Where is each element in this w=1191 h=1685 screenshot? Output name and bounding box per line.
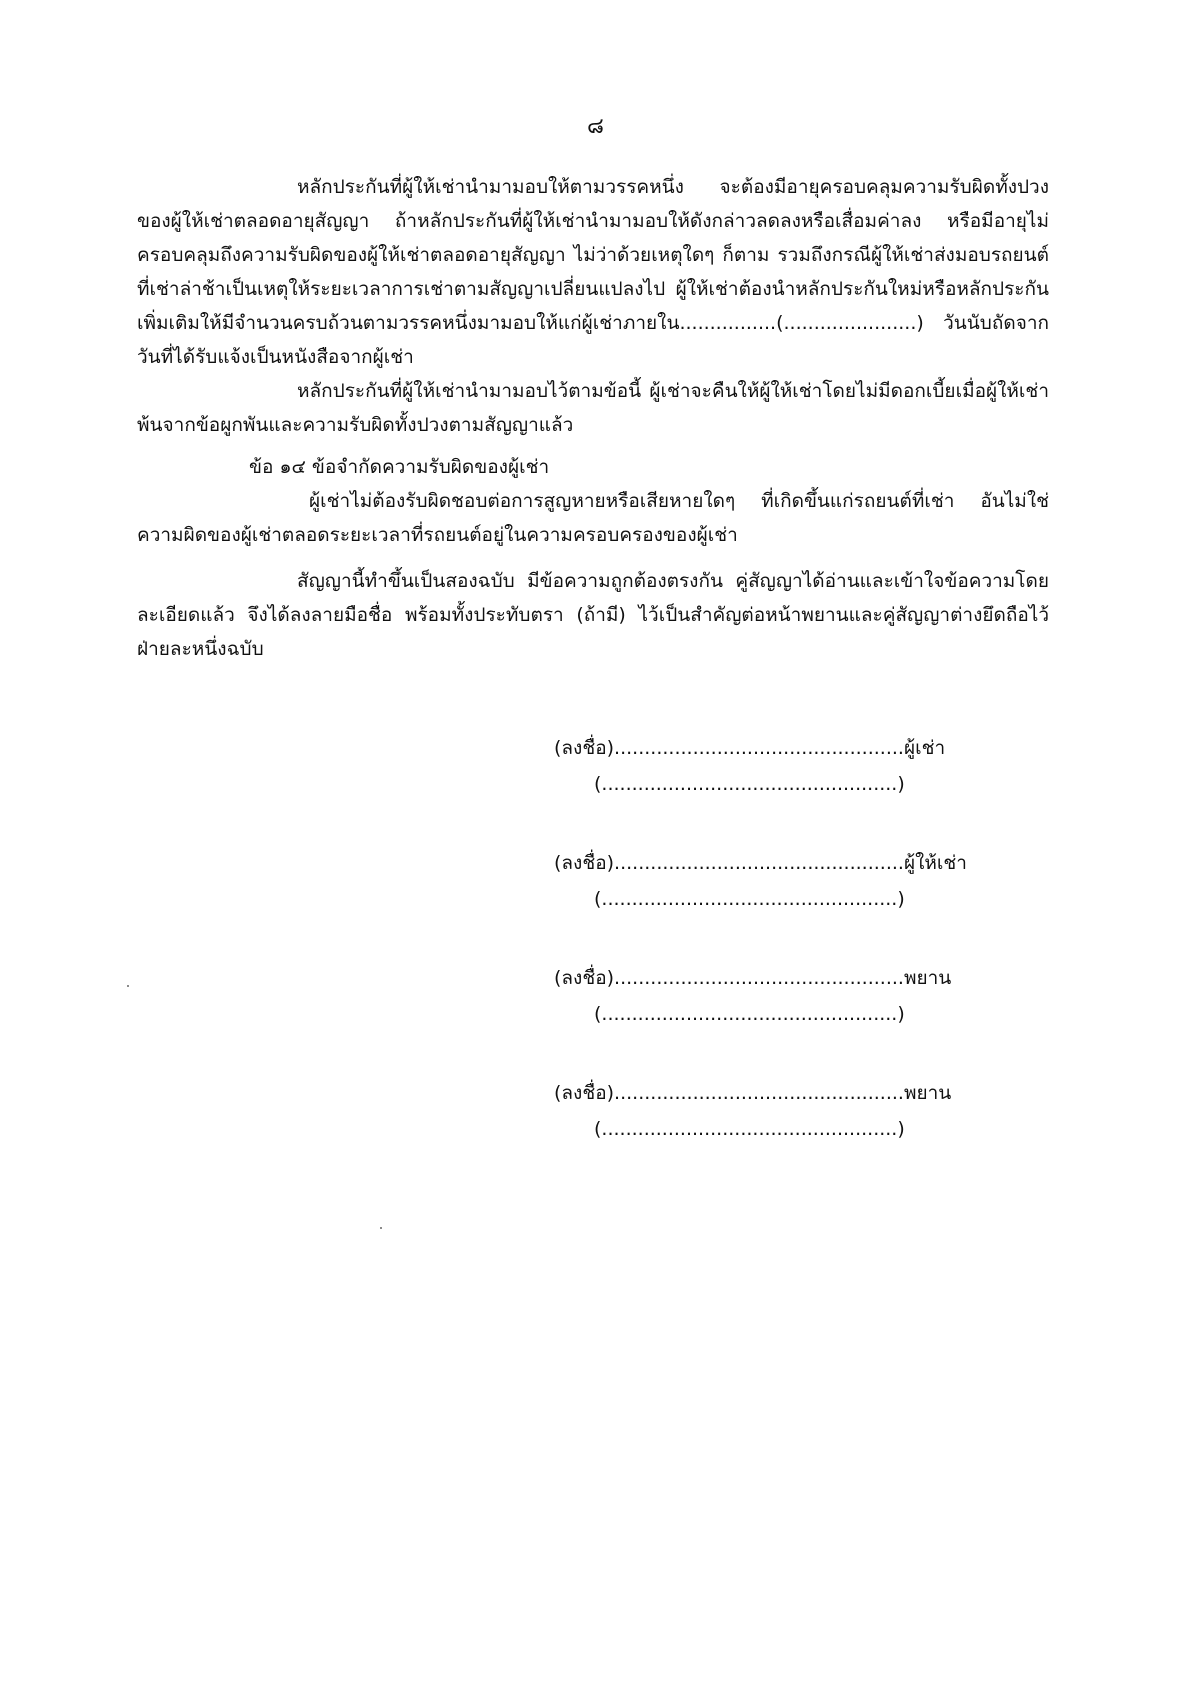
signature-line: (ลงชื่อ)................................................พยาน bbox=[554, 967, 952, 989]
signature-block-witness-2 bbox=[554, 1075, 974, 1190]
signature-line: (ลงชื่อ)................................................ผู้ให้เช่า bbox=[554, 852, 967, 874]
page-number: ๘ bbox=[587, 114, 604, 139]
paragraph-contract-copies: สัญญานี้ทำขึ้นเป็นสองฉบับ มีข้อความถูกต้องตรงกัน คู่สัญญาได้อ่านและเข้าใจข้อความโดยละเอียดแล้ว จึงได้ลงลายมือชื่อ พร้อมทั้งประทับตรา (ถ้ามี) ไว้เป็นสำคัญต่อหน้าพยานและคู่สัญญาต่างยึดถือไว้ฝ่ายละหนึ่งฉบับ bbox=[137, 570, 1049, 660]
signature-line: (ลงชื่อ)................................................พยาน bbox=[554, 1082, 952, 1104]
signature-block-witness-1 bbox=[554, 960, 974, 1075]
paragraph-collateral-return: หลักประกันที่ผู้ให้เช่านำมามอบไว้ตามข้อนี้ ผู้เช่าจะคืนให้ผู้ให้เช่าโดยไม่มีดอกเบี้ยเมื่อผู้ให้เช่าพ้นจากข้อผูกพันและความรับผิดทั้งปวงตามสัญญาแล้ว bbox=[137, 380, 1049, 436]
clause-14-title: ข้อ ๑๔ ข้อจำกัดความรับผิดของผู้เช่า bbox=[249, 456, 550, 478]
signature-block-lessor bbox=[554, 845, 974, 960]
printed-name-line: (.................................................) bbox=[594, 1118, 905, 1140]
scan-speck bbox=[127, 985, 129, 987]
printed-name-line: (.................................................) bbox=[594, 1003, 905, 1025]
signature-line: (ลงชื่อ)................................................ผู้เช่า bbox=[554, 737, 946, 759]
scan-speck bbox=[380, 1227, 382, 1229]
printed-name-line: (.................................................) bbox=[594, 773, 905, 795]
paragraph-collateral-renewal: หลักประกันที่ผู้ให้เช่านำมามอบให้ตามวรรคหนึ่ง จะต้องมีอายุครอบคลุมความรับผิดทั้งปวงของผู้ให้เช่าตลอดอายุสัญญา ถ้าหลักประกันที่ผู้ให้เช่านำมามอบให้ดังกล่าวลดลงหรือเสื่อมค่าลง หรือมีอายุไม่ครอบคลุมถึงความรับผิดของผู้ให้เช่าตลอดอายุสัญญา ไม่ว่าด้วยเหตุใดๆ ก็ตาม รวมถึงกรณีผู้ให้เช่าส่งมอบรถยนต์ที่เช่าล่าช้าเป็นเหตุให้ระยะเวลาการเช่าตามสัญญาเปลี่ยนแปลงไป ผู้ให้เช่าต้องนำหลักประกันใหม่หรือหลักประกันเพิ่มเติมให้มีจำนวนครบถ้วนตามวรรคหนึ่งมามอบให้แก่ผู้เช่าภายใน................(......................) วันนับถัดจากวันที่ได้รับแจ้งเป็นหนังสือจากผู้เช่า bbox=[137, 176, 1049, 368]
signature-block-lessee bbox=[554, 730, 974, 845]
paragraph-lessee-liability: ผู้เช่าไม่ต้องรับผิดชอบต่อการสูญหายหรือเสียหายใดๆ ที่เกิดขึ้นแก่รถยนต์ที่เช่า อันไม่ใช่ความผิดของผู้เช่าตลอดระยะเวลาที่รถยนต์อยู่ในความครอบครองของผู้เช่า bbox=[137, 490, 1049, 546]
contract-body bbox=[137, 170, 1049, 666]
signature-section bbox=[554, 730, 974, 1190]
printed-name-line: (.................................................) bbox=[594, 888, 905, 910]
